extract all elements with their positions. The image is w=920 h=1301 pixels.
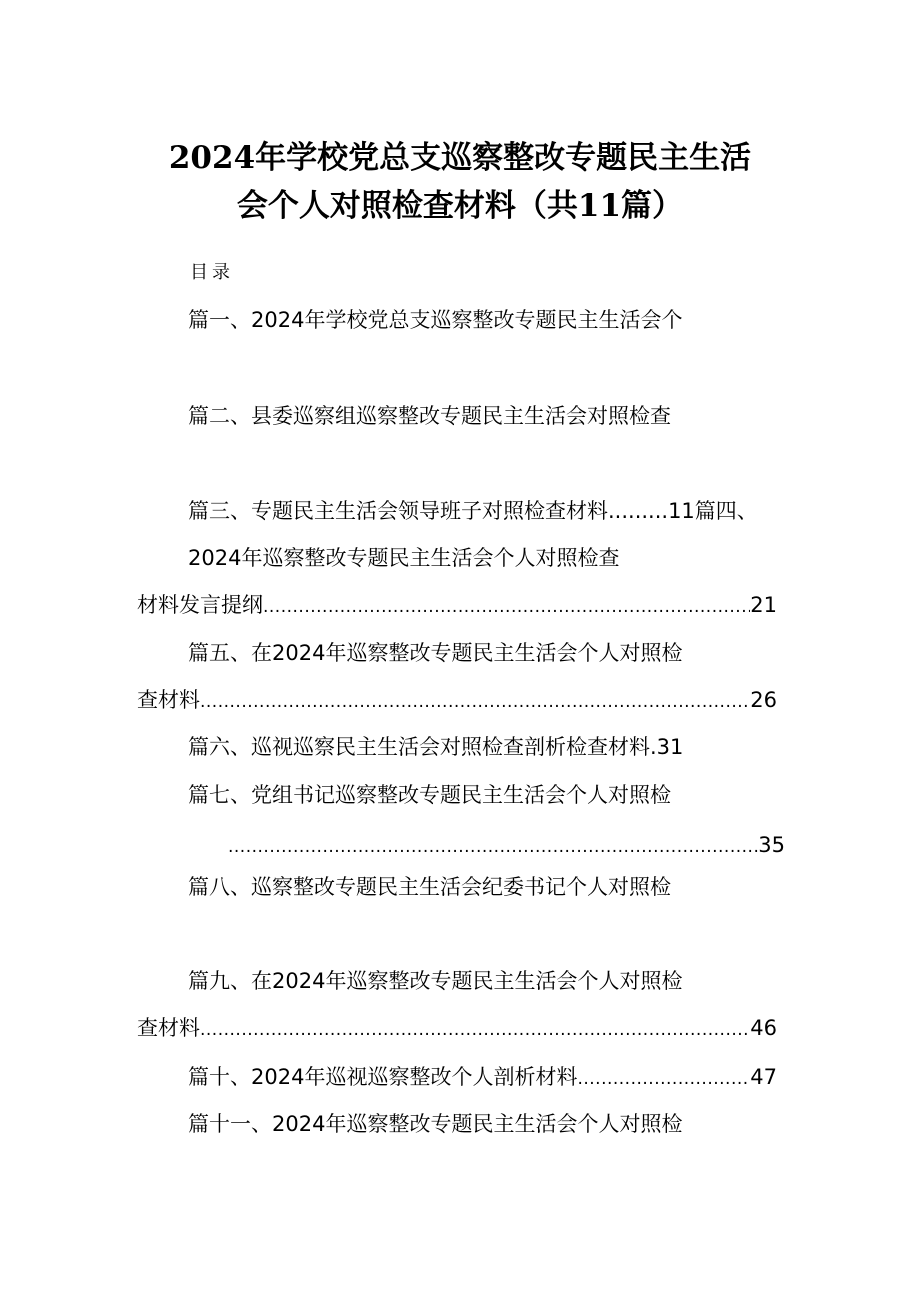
toc-entry-7-leader (228, 830, 785, 862)
toc-entry-10-page: 47 (750, 1065, 777, 1089)
toc-entry-4-tail: 材料发言提纲 (137, 593, 263, 617)
toc-entry-4-continued: 2024年巡察整改专题民主生活会个人对照检查 (188, 546, 620, 570)
dot-leader (263, 592, 750, 622)
toc-entry-9-leader (137, 1013, 777, 1045)
document-title-line-2: 会个人对照检查材料（共11篇） (236, 188, 684, 224)
toc-entry-3: 篇三、专题民主生活会领导班子对照检查材料.........11篇四、 (188, 499, 758, 523)
document-title-line-1: 2024年学校党总支巡察整改专题民主生活 (168, 140, 752, 176)
dot-leader (228, 832, 758, 862)
toc-entry-7: 篇七、党组书记巡察整改专题民主生活会个人对照检 (188, 783, 671, 807)
toc-heading: 目录 (190, 262, 234, 283)
toc-entry-4-leader (137, 590, 777, 622)
toc-entry-7-page: 35 (758, 833, 785, 857)
toc-entry-5-page: 26 (750, 688, 777, 712)
toc-entry-5-leader (137, 685, 777, 717)
toc-entry-8: 篇八、巡察整改专题民主生活会纪委书记个人对照检 (188, 875, 671, 899)
dot-leader (200, 1015, 750, 1045)
toc-entry-2: 篇二、县委巡察组巡察整改专题民主生活会对照检查 (188, 404, 671, 428)
toc-entry-6: 篇六、巡视巡察民主生活会对照检查剖析检查材料.31 (188, 735, 684, 759)
dot-leader (577, 1064, 750, 1094)
toc-entry-5: 篇五、在2024年巡察整改专题民主生活会个人对照检 (188, 641, 683, 665)
toc-entry-10-text: 篇十、2024年巡视巡察整改个人剖析材料 (188, 1065, 578, 1089)
toc-entry-9-tail: 查材料 (137, 1016, 200, 1040)
toc-entry-4-page: 21 (750, 593, 777, 617)
toc-entry-5-tail: 查材料 (137, 688, 200, 712)
toc-entry-9-page: 46 (750, 1016, 777, 1040)
toc-entry-1: 篇一、2024年学校党总支巡察整改专题民主生活会个 (188, 308, 683, 332)
dot-leader (200, 687, 750, 717)
toc-entry-11: 篇十一、2024年巡察整改专题民主生活会个人对照检 (188, 1112, 683, 1136)
toc-entry-9: 篇九、在2024年巡察整改专题民主生活会个人对照检 (188, 969, 683, 993)
toc-entry-10 (188, 1062, 777, 1094)
